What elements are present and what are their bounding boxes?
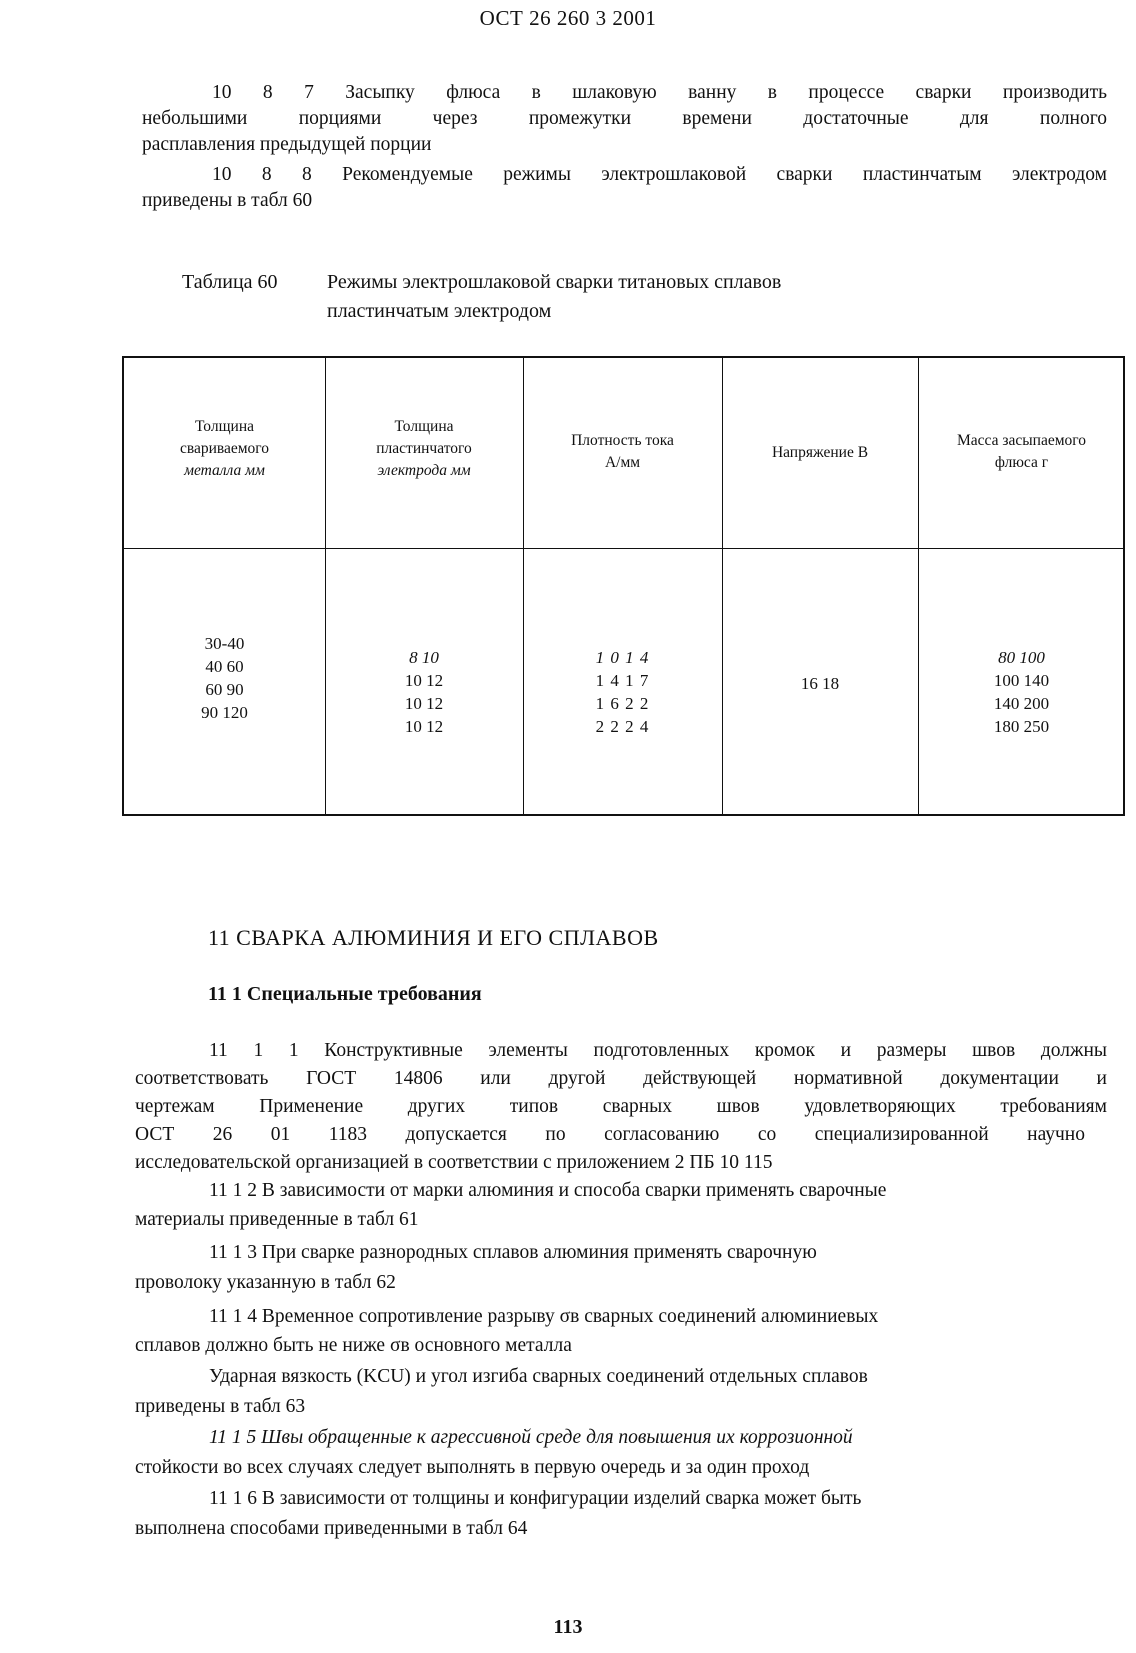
paragraph-line: выполнена способами приведенными в табл 64 bbox=[135, 1518, 528, 1539]
paragraph-line: расплавления предыдущей порции bbox=[142, 134, 432, 155]
paragraph-line: 11 1 6 В зависимости от толщины и конфигурации изделий сварка может быть bbox=[209, 1488, 862, 1509]
table-data-cell: 8 10 10 12 10 12 10 12 bbox=[404, 648, 444, 736]
table-header-cell: Толщина свариваемого металла мм bbox=[179, 418, 270, 479]
table-caption-title: пластинчатым электродом bbox=[327, 300, 552, 322]
table-header-cell: Плотность тока А/мм bbox=[571, 432, 674, 471]
paragraph-line: проволоку указанную в табл 62 bbox=[135, 1272, 396, 1293]
paragraph-line: 11 1 3 При сварке разнородных сплавов алюминия применять сварочную bbox=[209, 1242, 817, 1263]
paragraph-line: стойкости во всех случаях следует выполнять в первую очередь и за один проход bbox=[135, 1457, 810, 1478]
paragraph-line: чертежам Применение других типов сварных швов удовлетворяющих требованиям bbox=[135, 1096, 1107, 1117]
table-column-divider bbox=[325, 356, 326, 816]
table-caption-label: Таблица 60 bbox=[182, 271, 278, 293]
table-caption-title: Режимы электрошлаковой сварки титановых сплавов bbox=[327, 271, 782, 293]
paragraph-line: 11 1 1 Конструктивные элементы подготовленных кромок и размеры швов должны bbox=[209, 1040, 1107, 1061]
table-data-cell: 16 18 bbox=[800, 674, 840, 693]
table-column-divider bbox=[918, 356, 919, 816]
table-data-cell: 1 0 1 4 1 4 1 7 1 6 2 2 2 2 2 4 bbox=[595, 648, 650, 736]
paragraph-line: материалы приведенные в табл 61 bbox=[135, 1209, 419, 1230]
table-header-divider bbox=[122, 548, 1125, 549]
page-number: 113 bbox=[553, 1616, 583, 1638]
paragraph-line: 11 1 4 Временное сопротивление разрыву σв сварных соединений алюминиевых bbox=[209, 1306, 879, 1327]
paragraph-line: исследовательской организацией в соответствии с приложением 2 ПБ 10 115 bbox=[135, 1152, 773, 1173]
table-data-cell: 30-40 40 60 60 90 90 120 bbox=[201, 634, 248, 722]
paragraph-line: 11 1 5 Швы обращенные к агрессивной среде для повышения их коррозионной bbox=[209, 1427, 853, 1448]
subsection-title: 11 1 Специальные требования bbox=[208, 983, 482, 1005]
table-header-cell: Напряжение В bbox=[771, 444, 869, 461]
paragraph-line: небольшими порциями через промежутки времени достаточные для полного bbox=[142, 108, 1107, 129]
paragraph-line: 10 8 8 Рекомендуемые режимы электрошлаковой сварки пластинчатым электродом bbox=[212, 164, 1107, 185]
paragraph-line: приведены в табл 63 bbox=[135, 1396, 306, 1417]
section-title: 11 СВАРКА АЛЮМИНИЯ И ЕГО СПЛАВОВ bbox=[208, 925, 659, 950]
document-header: ОСТ 26 260 3 2001 bbox=[479, 6, 657, 30]
table-column-divider bbox=[722, 356, 723, 816]
paragraph-line: 11 1 2 В зависимости от марки алюминия и способа сварки применять сварочные bbox=[209, 1180, 887, 1201]
paragraph-line: ОСТ 26 01 1183 допускается по согласованию со специализированной научно bbox=[135, 1124, 1085, 1145]
table-column-divider bbox=[523, 356, 524, 816]
table-header-cell: Масса засыпаемого флюса г bbox=[957, 432, 1086, 471]
paragraph-line: Ударная вязкость (KCU) и угол изгиба сварных соединений отдельных сплавов bbox=[209, 1366, 868, 1387]
paragraph-line: соответствовать ГОСТ 14806 или другой действующей нормативной документации и bbox=[135, 1068, 1107, 1089]
table-data-cell: 80 100 100 140 140 200 180 250 bbox=[993, 648, 1050, 736]
paragraph-line: сплавов должно быть не ниже σв основного металла bbox=[135, 1335, 572, 1356]
paragraph-line: приведены в табл 60 bbox=[142, 190, 313, 211]
paragraph-line: 10 8 7 Засыпку флюса в шлаковую ванну в процессе сварки производить bbox=[212, 82, 1107, 103]
table-header-cell: Толщина пластинчатого электрода мм bbox=[376, 418, 472, 479]
